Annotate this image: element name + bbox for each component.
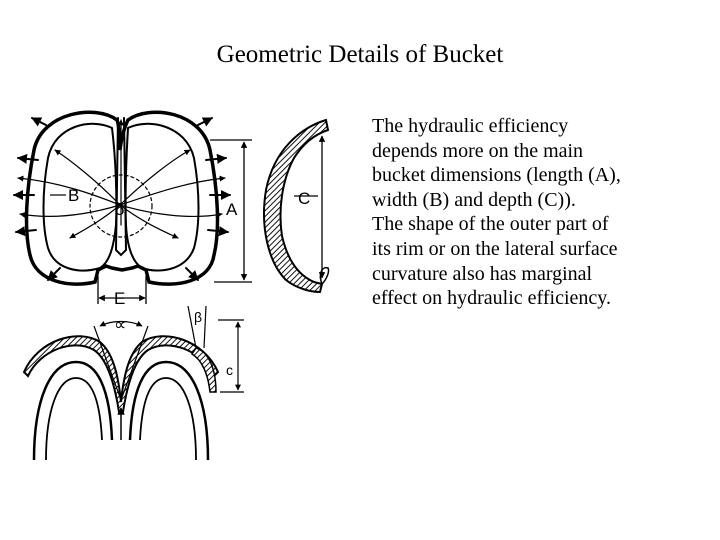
label-alpha: ∝ — [114, 315, 127, 334]
bucket-side-view — [264, 120, 329, 292]
label-c-section: c — [226, 362, 233, 378]
slide-title: Geometric Details of Bucket — [216, 41, 504, 68]
body-line: curvature also has marginal — [372, 262, 593, 285]
bucket-left-cup — [44, 124, 117, 271]
bucket-front-view — [14, 112, 230, 284]
bucket-right-cup — [126, 124, 199, 271]
label-beta: β — [194, 309, 203, 325]
label-b: B — [68, 186, 80, 205]
body-line: The hydraulic efficiency — [372, 115, 569, 137]
body-line: The shape of the outer part of — [372, 213, 609, 236]
bucket-cross-section — [24, 306, 244, 460]
label-c-side: C — [298, 189, 311, 208]
flow-lines — [18, 120, 225, 238]
body-line: width (B) and depth (C)). — [372, 188, 576, 211]
label-delta: δ — [115, 200, 125, 219]
body-line: bucket dimensions (length (A), — [372, 164, 621, 187]
label-e: E — [114, 289, 126, 308]
label-a: A — [226, 200, 238, 219]
body-line: depends more on the main — [372, 139, 584, 162]
body-line: its rim or on the lateral surface — [372, 237, 618, 260]
bucket-side-shell — [264, 120, 328, 292]
body-line: effect on hydraulic efficiency. — [372, 287, 611, 310]
